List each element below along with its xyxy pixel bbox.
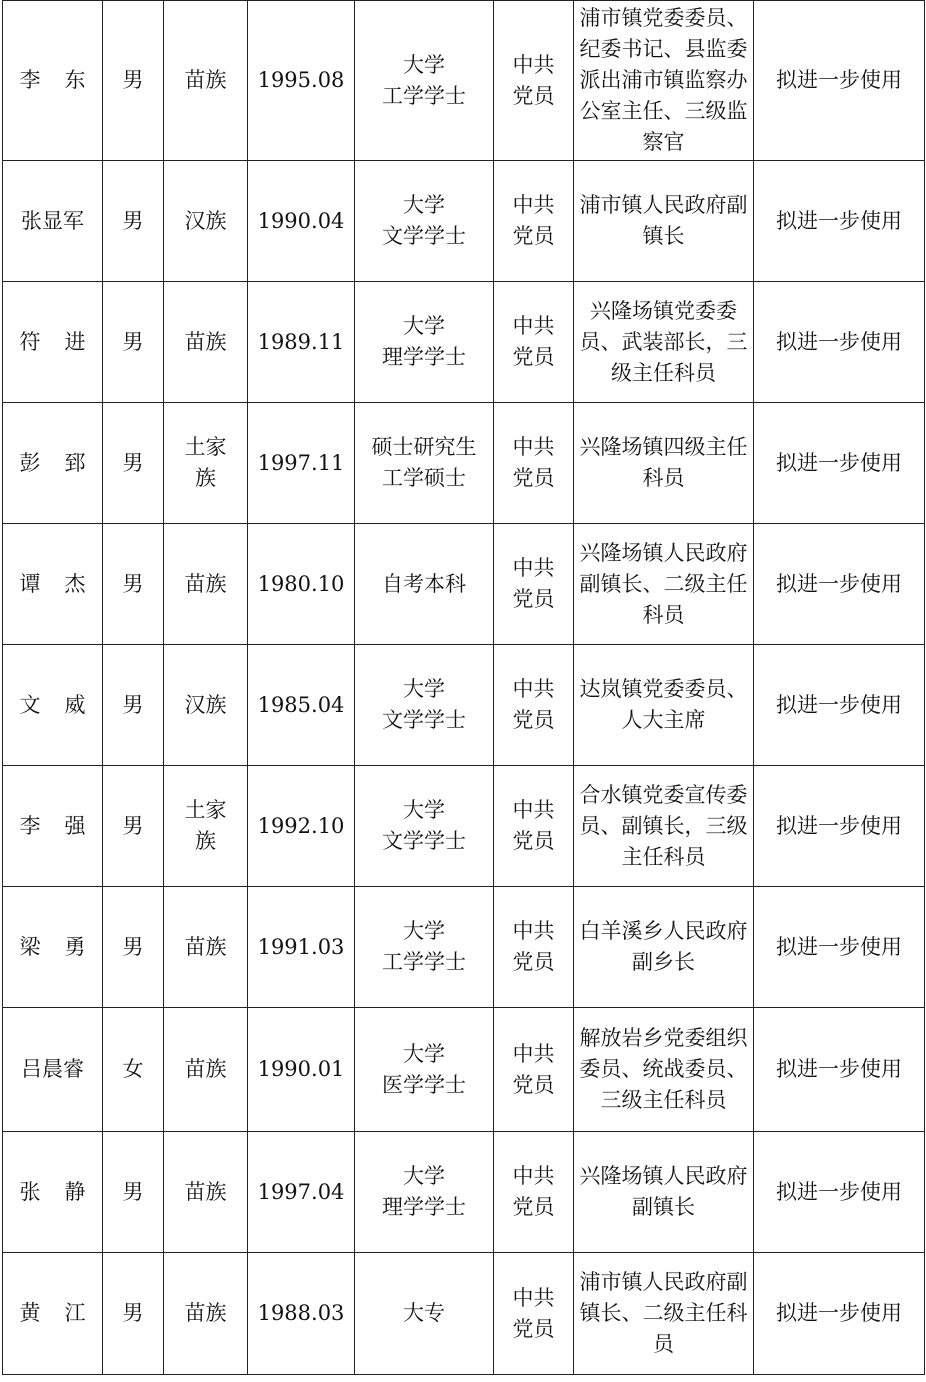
name-char: 进 [64,329,86,354]
position-text: 浦市镇人民政府副镇长、二级主任科员 [579,1270,748,1356]
party-line: 党员 [512,224,555,248]
position-text: 兴隆场镇人民政府副镇长 [579,1164,748,1219]
table-row [3,524,925,645]
education-cell [355,161,494,282]
name-char: 静 [64,1179,86,1204]
education-line: 大专 [403,1301,445,1325]
name-cell [3,645,103,766]
party-line: 中共 [512,52,555,77]
gender-cell: 男 [103,282,164,403]
position-text: 兴隆场镇党委委员、武装部长，三级主任科员 [579,298,748,385]
party-line: 党员 [512,1316,555,1341]
table-row [3,1253,925,1375]
party-cell [494,403,574,524]
position-text: 白羊溪乡人民政府副乡长 [579,919,748,974]
name-text: 吕晨睿 [21,1057,84,1081]
party-line: 党员 [512,1195,555,1219]
education-line: 工学学士 [382,83,466,108]
party-line: 党员 [512,466,555,490]
name-char: 强 [64,813,86,838]
position-cell [574,645,754,766]
opinion-cell: 拟进一步使用 [754,645,925,766]
education-line: 大学 [403,314,445,338]
name-cell [3,1,103,161]
opinion-cell: 拟进一步使用 [754,1,925,161]
party-line: 党员 [512,1072,555,1097]
position-text: 合水镇党委宣传委员、副镇长，三级主任科员 [579,782,748,869]
party-line: 党员 [512,708,555,732]
birth-cell: 1997.11 [248,403,355,524]
name-char: 杰 [64,571,86,596]
name-char: 张 [19,1179,41,1204]
ethnicity-line: 汉族 [184,208,227,233]
position-text: 兴隆场镇人民政府副镇长、二级主任科员 [579,540,748,627]
party-line: 中共 [512,314,555,338]
opinion-cell: 拟进一步使用 [754,403,925,524]
position-cell [574,524,754,645]
name-cell [3,524,103,645]
table-row [3,282,925,403]
ethnicity-cell [164,1132,248,1253]
name-cell [3,282,103,403]
gender-cell: 男 [103,645,164,766]
gender-cell: 男 [103,1132,164,1253]
education-cell [355,1008,494,1132]
ethnicity-line: 土家 [184,798,227,822]
position-text: 解放岩乡党委组织委员、统战委员、三级主任科员 [579,1026,748,1112]
ethnicity-line: 族 [195,466,216,490]
gender-cell: 男 [103,161,164,282]
table-row [3,645,925,766]
ethnicity-cell [164,403,248,524]
education-cell [355,282,494,403]
ethnicity-line: 苗族 [184,934,227,959]
party-cell [494,1132,574,1253]
position-cell [574,1132,754,1253]
name-cell [3,766,103,887]
education-line: 文学学士 [382,224,466,248]
education-cell [355,1,494,161]
education-line: 文学学士 [382,829,466,853]
ethnicity-cell [164,887,248,1008]
name-char: 威 [64,692,86,717]
name-char: 黄 [19,1301,41,1325]
name-char: 谭 [19,571,41,596]
name-char: 东 [64,68,86,92]
opinion-cell: 拟进一步使用 [754,887,925,1008]
gender-cell: 女 [103,1008,164,1132]
ethnicity-line: 苗族 [184,1057,227,1081]
birth-cell: 1990.01 [248,1008,355,1132]
position-cell [574,766,754,887]
education-line: 大学 [403,52,445,77]
ethnicity-line: 苗族 [184,1301,227,1325]
education-line: 工学学士 [382,950,466,974]
name-cell [3,1008,103,1132]
gender-cell: 男 [103,887,164,1008]
education-cell [355,524,494,645]
ethnicity-cell [164,645,248,766]
table-row [3,1008,925,1132]
education-line: 工学硕士 [382,466,466,490]
education-line: 大学 [403,919,445,943]
name-char: 勇 [64,934,86,959]
position-text: 浦市镇党委委员、纪委书记、县监委派出浦市镇监察办公室主任、三级监察官 [579,6,748,154]
birth-cell: 1985.04 [248,645,355,766]
ethnicity-cell [164,524,248,645]
position-cell [574,161,754,282]
birth-cell: 1995.08 [248,1,355,161]
table-row [3,161,925,282]
education-cell [355,1253,494,1375]
position-cell [574,1008,754,1132]
name-char: 李 [19,68,41,92]
education-cell [355,887,494,1008]
position-cell [574,887,754,1008]
name-char: 彭 [19,450,41,475]
name-char: 文 [19,692,41,717]
party-line: 中共 [512,1285,555,1310]
birth-cell: 1991.03 [248,887,355,1008]
party-cell [494,524,574,645]
birth-cell: 1989.11 [248,282,355,403]
ethnicity-line: 土家 [184,435,227,459]
party-line: 中共 [512,1164,555,1188]
opinion-cell: 拟进一步使用 [754,1132,925,1253]
party-line: 中共 [512,193,555,217]
cadre-roster-table [2,0,925,1375]
ethnicity-line: 苗族 [184,571,227,596]
gender-cell: 男 [103,1253,164,1375]
education-line: 大学 [403,1164,445,1188]
opinion-cell: 拟进一步使用 [754,1253,925,1375]
party-line: 中共 [512,919,555,943]
ethnicity-cell [164,282,248,403]
name-char: 符 [19,329,41,354]
position-cell [574,403,754,524]
education-line: 硕士研究生 [371,435,477,459]
party-cell [494,887,574,1008]
opinion-cell: 拟进一步使用 [754,766,925,887]
gender-cell: 男 [103,524,164,645]
party-cell [494,1008,574,1132]
opinion-cell: 拟进一步使用 [754,524,925,645]
ethnicity-cell [164,1253,248,1375]
birth-cell: 1992.10 [248,766,355,887]
gender-cell: 男 [103,1,164,161]
name-cell [3,1132,103,1253]
birth-cell: 1997.04 [248,1132,355,1253]
opinion-cell: 拟进一步使用 [754,161,925,282]
education-line: 大学 [403,193,445,217]
ethnicity-line: 汉族 [184,692,227,717]
gender-cell: 男 [103,403,164,524]
roster-body [3,1,925,1375]
opinion-cell: 拟进一步使用 [754,282,925,403]
name-cell [3,161,103,282]
ethnicity-line: 苗族 [184,329,227,354]
table-row [3,403,925,524]
name-char: 郅 [64,450,86,475]
party-cell [494,282,574,403]
birth-cell: 1980.10 [248,524,355,645]
ethnicity-line: 苗族 [184,1179,227,1204]
name-char: 江 [64,1301,86,1325]
position-cell [574,1253,754,1375]
education-line: 理学学士 [382,345,466,369]
party-line: 党员 [512,587,555,611]
party-line: 中共 [512,798,555,822]
name-char: 李 [19,813,41,838]
education-line: 大学 [403,798,445,822]
name-cell [3,1253,103,1375]
ethnicity-cell [164,766,248,887]
ethnicity-cell [164,1008,248,1132]
party-line: 中共 [512,556,555,580]
name-cell [3,403,103,524]
education-line: 大学 [403,677,445,701]
position-text: 达岚镇党委委员、人大主席 [579,677,748,732]
education-cell [355,1132,494,1253]
ethnicity-cell [164,1,248,161]
table-row [3,766,925,887]
position-text: 浦市镇人民政府副镇长 [579,193,748,248]
party-cell [494,645,574,766]
education-cell [355,766,494,887]
education-line: 理学学士 [382,1195,466,1219]
birth-cell: 1988.03 [248,1253,355,1375]
position-cell [574,1,754,161]
education-line: 自考本科 [382,571,466,596]
party-line: 党员 [512,345,555,369]
party-line: 中共 [512,677,555,701]
gender-cell: 男 [103,766,164,887]
birth-cell: 1990.04 [248,161,355,282]
party-cell [494,766,574,887]
opinion-cell: 拟进一步使用 [754,1008,925,1132]
ethnicity-cell [164,161,248,282]
position-cell [574,282,754,403]
party-cell [494,1,574,161]
party-line: 党员 [512,83,555,108]
name-cell [3,887,103,1008]
party-line: 中共 [512,435,555,459]
ethnicity-line: 苗族 [184,68,227,92]
party-cell [494,161,574,282]
party-line: 党员 [512,950,555,974]
table-row [3,1132,925,1253]
name-char: 梁 [19,934,41,959]
education-cell [355,403,494,524]
position-text: 兴隆场镇四级主任科员 [579,435,748,490]
education-line: 文学学士 [382,708,466,732]
table-row [3,1,925,161]
table-row [3,887,925,1008]
name-text: 张显军 [21,208,84,233]
education-cell [355,645,494,766]
party-cell [494,1253,574,1375]
education-line: 医学学士 [382,1072,466,1097]
party-line: 中共 [512,1041,555,1066]
education-line: 大学 [403,1041,445,1066]
party-line: 党员 [512,829,555,853]
ethnicity-line: 族 [195,829,216,853]
